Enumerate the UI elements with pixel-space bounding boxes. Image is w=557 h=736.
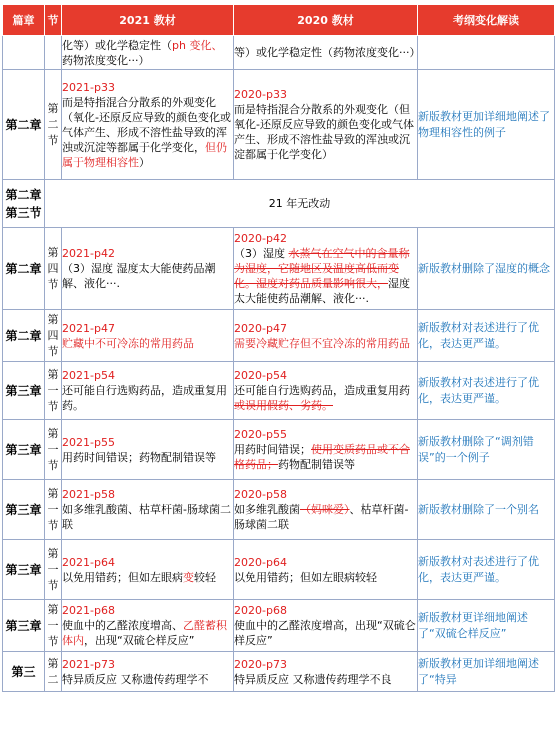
- text-2020: [234, 383, 417, 413]
- cell-2021: [62, 70, 234, 180]
- header-row: [3, 5, 555, 36]
- table-row: [3, 480, 555, 540]
- cell-2021: [62, 36, 234, 70]
- page-ref-2020: 2020-p47: [234, 321, 287, 335]
- chapter-cell: 第二章: [3, 70, 45, 180]
- text-2021: [62, 618, 233, 648]
- text-2020: [234, 336, 417, 351]
- explanation-cell: 新版教材对表述进行了优化，表达更严谨。: [418, 540, 555, 600]
- cell-2020: [234, 420, 418, 480]
- explanation-cell: 新版教材删除了湿度的概念: [418, 228, 555, 310]
- cell-2021: [62, 228, 234, 310]
- table-row: [3, 70, 555, 180]
- text-run: 特异质反应 又称遗传药理学不良: [234, 672, 392, 686]
- text-run: （妈咪爱）: [300, 503, 350, 516]
- page-ref-2021: 2021-p54: [62, 369, 115, 382]
- cell-2020: [234, 652, 418, 692]
- cell-2021: [62, 310, 234, 362]
- table-row: [3, 652, 555, 692]
- section-cell: 第一节: [45, 362, 62, 420]
- header-chapter: 篇章: [3, 5, 45, 36]
- cell-2020: [234, 480, 418, 540]
- page-ref-2021: 2021-p33: [62, 80, 115, 94]
- page-ref-2020: 2020-p33: [234, 88, 287, 101]
- comparison-table: [2, 4, 555, 692]
- text-run: （3）湿度 湿度太大能使药品潮解、液化···.: [62, 262, 216, 290]
- text-run: 如多维乳酸菌: [234, 503, 300, 516]
- page-ref-2020: 2020-p54: [234, 369, 287, 382]
- text-2021: [62, 672, 233, 687]
- page-ref-2021: 2021-p64: [62, 555, 115, 569]
- page-ref-2020: 2020-p68: [234, 604, 287, 617]
- text-run: 化等）或化学稳定性（: [62, 38, 172, 52]
- section-cell: 第一节: [45, 540, 62, 600]
- cell-2020: [234, 600, 418, 652]
- chapter-cell: 第二章: [3, 310, 45, 362]
- text-run: 、枯草杆菌-肠球菌二联: [234, 503, 409, 531]
- text-run: 使血中的乙醛浓度增高、: [62, 619, 183, 632]
- text-run: 如多维乳酸菌、枯草杆菌-肠球菌二联: [62, 503, 231, 531]
- text-2020: [234, 442, 417, 472]
- explanation-cell: 新版教材删除了“调剂错误”的一个例子: [418, 420, 555, 480]
- cell-2021: [62, 652, 234, 692]
- table-row: [3, 180, 555, 228]
- chapter-cell: [3, 36, 45, 70]
- text-2021: [62, 502, 233, 532]
- text-run: 还可能自行选购药品，造成重复用药: [234, 384, 410, 397]
- header-2021: 2021 教材: [62, 5, 234, 36]
- section-cell: 第一节: [45, 480, 62, 540]
- text-2021: [62, 336, 233, 351]
- text-run: 但仍属于物理相容性: [62, 140, 227, 169]
- cell-2020: [234, 70, 418, 180]
- cell-2021: [62, 362, 234, 420]
- explanation-cell: 新版教材更加详细地阐述了“特异: [418, 652, 555, 692]
- table-row: [3, 310, 555, 362]
- table-row: [3, 362, 555, 420]
- text-run: 湿度太大能使药品潮解、液化···.: [234, 277, 410, 305]
- explanation-cell: [418, 36, 555, 70]
- section-cell: 第四节: [45, 310, 62, 362]
- text-run: 用药时间错误；药物配制错误等: [62, 450, 216, 464]
- text-run: 水蒸气在空气中的含量称为湿度，它随地区及温度高低而变化。湿度对药品质量影响很大，: [234, 247, 410, 290]
- text-2020: [234, 102, 417, 162]
- section-cell: 第四节: [45, 228, 62, 310]
- text-run: 用药时间错误；: [234, 443, 311, 456]
- text-run: 贮藏中不可冷冻的常用药品: [62, 336, 194, 350]
- section-cell: 第一节: [45, 420, 62, 480]
- text-run: 而是特指混合分散系的外观变化: [234, 103, 388, 116]
- page-ref-2020: 2020-p64: [234, 555, 287, 569]
- text-run: 而是特指混合分散系的外观变化（氧化-还原反应导致的颜色变化或气体产生、形成不溶性盐导致的浑浊或沉淀等都属于化学变化，: [62, 95, 231, 154]
- text-2020: [234, 502, 417, 532]
- section-cell: 第二节: [45, 70, 62, 180]
- text-run: 使用变质药品或不合格药品；: [234, 443, 410, 471]
- text-2021: [62, 261, 233, 291]
- text-run: 特异质反应 又称遗传药理学不: [62, 672, 209, 686]
- page-ref-2021: 2021-p73: [62, 657, 115, 671]
- text-2021: [62, 570, 233, 585]
- page-ref-2020: 2020-p55: [234, 428, 287, 441]
- cell-2021: [62, 480, 234, 540]
- chapter-cell: 第三: [3, 652, 45, 692]
- cell-2021: [62, 420, 234, 480]
- text-2021: [62, 450, 233, 465]
- text-run: 药物配制错误等: [278, 458, 355, 471]
- page-ref-2020: 2020-p73: [234, 657, 287, 671]
- text-run: 需要冷藏贮存但不宜冷冻的常用药品: [234, 336, 410, 350]
- page-ref-2020: 2020-p42: [234, 232, 287, 245]
- cell-2021: [62, 600, 234, 652]
- text-run: ）: [139, 155, 150, 169]
- text-run: 等）或化学稳定性（药物浓度变化···）: [234, 46, 421, 59]
- chapter-cell: 第二章第三节: [3, 180, 45, 228]
- table-body: [3, 36, 555, 692]
- chapter-cell: 第三章: [3, 540, 45, 600]
- explanation-cell: 新版教材删除了一个别名: [418, 480, 555, 540]
- chapter-cell: 第二章: [3, 228, 45, 310]
- table-row: [3, 420, 555, 480]
- text-2020: [234, 246, 417, 306]
- text-run: ph 变化、: [172, 38, 223, 52]
- explanation-cell: 新版教材更详细地阐述了“双硫仑样反应”: [418, 600, 555, 652]
- text-run: 变: [183, 570, 194, 584]
- text-run: 药物浓度变化···）: [62, 53, 150, 67]
- table-row: [3, 540, 555, 600]
- text-run: 使血中的乙醛浓度增高，出现“双硫仑样反应”: [234, 619, 416, 647]
- text-run: 还可能自行选购药品，造成重复用药。: [62, 384, 227, 412]
- merged-note: 21 年无改动: [45, 180, 555, 228]
- text-2020: [234, 45, 421, 60]
- text-2021: [62, 95, 233, 170]
- text-run: （但氧化-还原反应导致的颜色变化或气体产生、形成不溶性盐导致的浑浊或沉淀都属于化学变化）: [234, 103, 414, 161]
- text-run: 较轻: [194, 570, 216, 584]
- page-ref-2021: 2021-p58: [62, 488, 115, 501]
- chapter-cell: 第三章: [3, 362, 45, 420]
- section-cell: 第一节: [45, 600, 62, 652]
- chapter-cell: 第三章: [3, 480, 45, 540]
- cell-2020: [234, 362, 418, 420]
- text-run: 乙醛蓄积体内: [62, 619, 227, 647]
- header-explanation: 考纲变化解读: [418, 5, 555, 36]
- text-2021: [62, 38, 233, 68]
- cell-2020: [234, 36, 421, 70]
- explanation-cell: 新版教材对表述进行了优化，表达更严谨。: [418, 362, 555, 420]
- text-2021: [62, 383, 233, 413]
- cell-2020: [234, 310, 418, 362]
- section-cell: 第二: [45, 652, 62, 692]
- header-section: 节: [45, 5, 62, 36]
- cell-2020: [234, 228, 418, 310]
- page-ref-2021: 2021-p55: [62, 435, 115, 449]
- section-cell: [45, 36, 62, 70]
- text-run: （3）湿度: [234, 247, 289, 260]
- cut-off-footer: [0, 724, 557, 736]
- explanation-cell: 新版教材对表述进行了优化，表达更严谨。: [418, 310, 555, 362]
- chapter-cell: 第三章: [3, 600, 45, 652]
- table-row: [3, 228, 555, 310]
- explanation-cell: 新版教材更加详细地阐述了物理相容性的例子: [418, 70, 555, 180]
- text-run: 以免用错药；但如左眼病: [62, 570, 183, 584]
- cell-2021: [62, 540, 234, 600]
- text-2020: [234, 672, 417, 687]
- table-row: [3, 36, 555, 70]
- text-2020: [234, 570, 417, 585]
- page-ref-2021: 2021-p42: [62, 247, 115, 260]
- page-ref-2020: 2020-p58: [234, 488, 287, 501]
- text-run: ，出现“双硫仑样反应”: [84, 634, 195, 647]
- table-row: [3, 600, 555, 652]
- header-2020: 2020 教材: [234, 5, 418, 36]
- chapter-cell: 第三章: [3, 420, 45, 480]
- text-run: 或误用假药、劣药。: [234, 399, 333, 412]
- text-2020: [234, 618, 417, 648]
- page-ref-2021: 2021-p68: [62, 604, 115, 617]
- page-ref-2021: 2021-p47: [62, 321, 115, 335]
- text-run: 以免用错药；但如左眼病较轻: [234, 570, 377, 584]
- cell-2020: [234, 540, 418, 600]
